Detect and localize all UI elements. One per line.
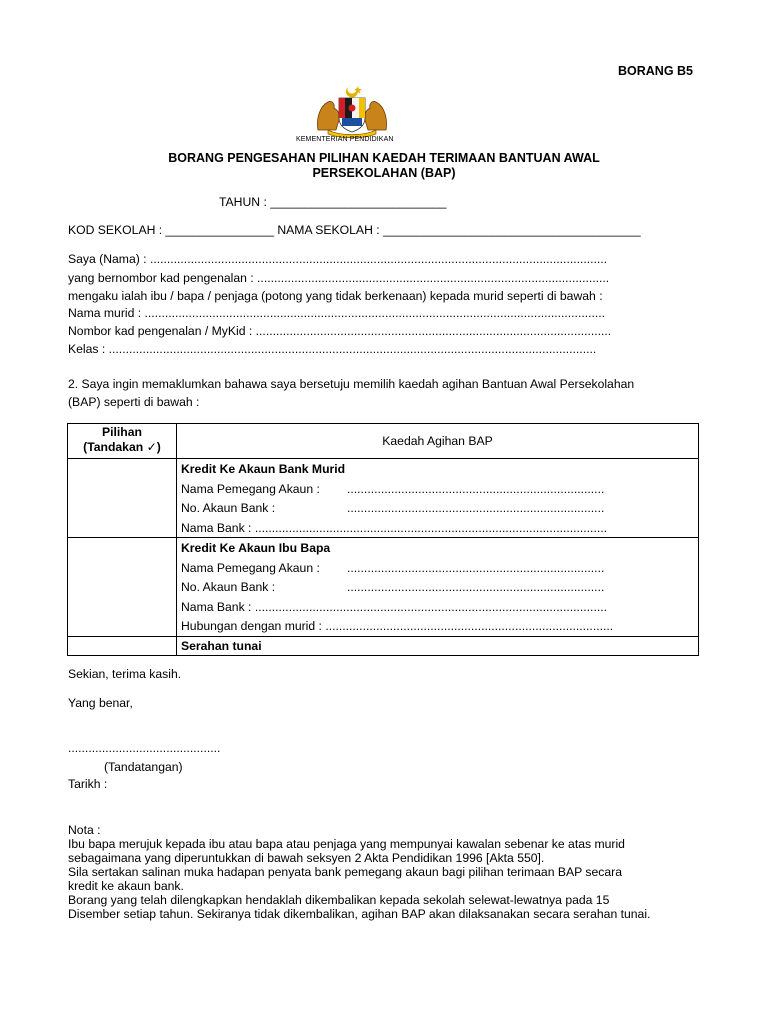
class-field[interactable]: Kelas : ................................................................................................................................................	[68, 342, 597, 356]
note-line: Borang yang telah dilengkapkan hendaklah dikembalikan kepada sekolah selewat-lewatnya pada 15	[68, 893, 610, 907]
option-title: Kredit Ke Akaun Bank Murid	[181, 462, 346, 476]
account-number-field[interactable]: ............................................................................	[347, 580, 605, 594]
option-title: Kredit Ke Akaun Ibu Bapa	[181, 541, 331, 555]
form-code: BORANG B5	[617, 64, 693, 78]
option-student-account: Kredit Ke Akaun Bank Murid Nama Pemegang Akaun : ............................................................................ No. Akaun Bank : ............................................................................ Nama Bank : ........................................................................................................	[177, 459, 699, 538]
paragraph-2-line1: 2. Saya ingin memaklumkan bahawa saya bersetuju memilih kaedah agihan Bantuan Awal Persekolahan	[68, 377, 635, 391]
signature-label: (Tandatangan)	[104, 760, 183, 774]
year-field[interactable]: TAHUN : __________________________	[219, 195, 447, 209]
account-holder-field[interactable]: ............................................................................	[347, 560, 605, 575]
option-cash: Serahan tunai	[177, 636, 699, 655]
form-title-line1: BORANG PENGESAHAN PILIHAN KAEDAH TERIMAAN BANTUAN AWAL	[168, 151, 600, 165]
coat-of-arms-icon	[312, 84, 392, 138]
bank-name-field[interactable]: Nama Bank : ........................................................................................................	[181, 520, 607, 535]
account-number-field[interactable]: ............................................................................	[347, 501, 605, 515]
student-name-field[interactable]: Nama murid : ........................................................................................................................................	[68, 306, 606, 320]
paragraph-2-line2: (BAP) seperti di bawah :	[68, 395, 200, 409]
choice-cell-student-account[interactable]	[68, 459, 177, 538]
declaration-text: mengaku ialah ibu / bapa / penjaga (potong yang tidak berkenaan) kepada murid seperti di bawah :	[68, 289, 603, 303]
sincerely-text: Yang benar,	[68, 696, 133, 710]
note-line: sebagaimana yang diperuntukkan di bawah seksyen 2 Akta Pendidikan 1996 [Akta 550].	[68, 851, 545, 865]
note-line: Sila sertakan salinan muka hadapan penyata bank pemegang akaun bagi pilihan terimaan BAP secara	[68, 865, 623, 879]
note-line: kredit ke akaun bank.	[68, 879, 184, 893]
relationship-field[interactable]: Hubungan dengan murid : .....................................................................................	[181, 619, 614, 633]
thanks-text: Sekian, terima kasih.	[68, 667, 182, 681]
notes-heading: Nota :	[68, 823, 101, 837]
account-holder-field[interactable]: ............................................................................	[347, 481, 605, 496]
note-line: Ibu bapa merujuk kepada ibu atau bapa atau penjaga yang mempunyai kawalan sebenar ke atas murid	[68, 837, 625, 851]
choice-column-header: Pilihan (Tandakan ✓)	[68, 424, 177, 459]
form-title-line2: PERSEKOLAHAN (BAP)	[312, 166, 456, 180]
note-line: Disember setiap tahun. Sekiranya tidak dikembalikan, agihan BAP akan dilaksanakan secara serahan tunai.	[68, 907, 651, 921]
signature-field[interactable]: .............................................	[68, 741, 221, 755]
parent-ic-field[interactable]: yang bernombor kad pengenalan : ........................................................................................................	[68, 271, 610, 285]
option-parent-account: Kredit Ke Akaun Ibu Bapa Nama Pemegang Akaun : ............................................................................ No. Akaun Bank : ............................................................................ Nama Bank : ........................................................................................................ Hubungan dengan murid : .....................................................................................	[177, 538, 699, 637]
school-fields[interactable]: KOD SEKOLAH : ________________ NAMA SEKOLAH : ______________________________________	[68, 223, 641, 237]
method-column-header: Kaedah Agihan BAP	[177, 424, 699, 459]
ministry-label: KEMENTERIAN PENDIDIKAN	[296, 136, 394, 143]
choice-cell-cash[interactable]	[68, 636, 177, 655]
date-field[interactable]: Tarikh :	[68, 777, 108, 791]
bank-name-field[interactable]: Nama Bank : ........................................................................................................	[181, 599, 607, 614]
choice-cell-parent-account[interactable]	[68, 538, 177, 637]
student-ic-field[interactable]: Nombor kad pengenalan / MyKid : .........................................................................................................	[68, 324, 612, 338]
distribution-method-table	[67, 423, 699, 656]
parent-name-field[interactable]: Saya (Nama) : .......................................................................................................................................	[68, 252, 608, 266]
